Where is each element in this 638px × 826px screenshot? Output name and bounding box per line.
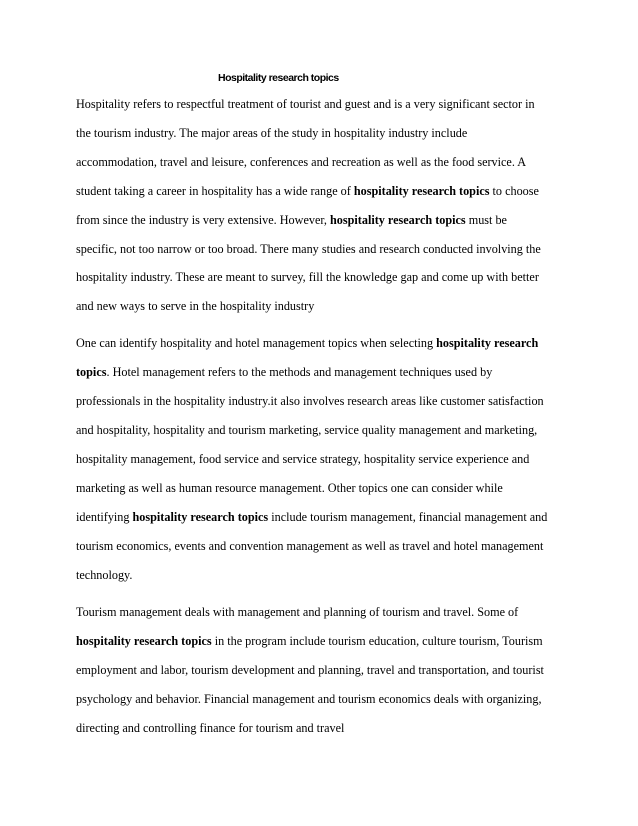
bold-keyphrase: hospitality research xyxy=(436,336,539,350)
text-line: directing and controlling finance for tourism and travel xyxy=(76,721,345,735)
text-line: and hospitality, hospitality and tourism marketing, service quality management and marketing, xyxy=(76,423,538,437)
text-line: employment and labor, tourism development and planning, travel and transportation, and tourist xyxy=(76,663,544,677)
text-line: hospitality industry. These are meant to survey, fill the knowledge gap and come up with better xyxy=(76,270,539,284)
text-line: the tourism industry. The major areas of the study in hospitality industry include xyxy=(76,126,468,140)
text-line: hospitality management, food service and service strategy, hospitality service experience and xyxy=(76,452,530,466)
text-line: hospitality research topics in the program include tourism education, culture tourism, Tourism xyxy=(76,634,543,648)
text-line: Hospitality refers to respectful treatment of tourist and guest and is a very significant sector in xyxy=(76,97,535,111)
text-line: Tourism management deals with management and planning of tourism and travel. Some of xyxy=(76,605,519,619)
bold-keyphrase: hospitality research topics xyxy=(353,184,490,198)
text-line: technology. xyxy=(76,568,133,582)
text-line: professionals in the hospitality industry.it also involves research areas like customer satisfaction xyxy=(76,394,544,408)
text-line: from since the industry is very extensive. However, hospitality research topics must be xyxy=(76,213,507,227)
text-line: tourism economics, events and convention management as well as travel and hotel management xyxy=(76,539,544,553)
bold-keyphrase: topics xyxy=(76,365,107,379)
bold-keyphrase: hospitality research topics xyxy=(76,634,212,648)
text-line: marketing as well as human resource management. Other topics one can consider while xyxy=(76,481,503,495)
text-line: accommodation, travel and leisure, conferences and recreation as well as the food service. A xyxy=(76,155,527,169)
text-line: student taking a career in hospitality has a wide range of hospitality research topics to choose xyxy=(76,184,539,198)
text-line: One can identify hospitality and hotel management topics when selecting hospitality research xyxy=(76,336,539,350)
text-line: and new ways to serve in the hospitality industry xyxy=(76,299,315,313)
page-title: Hospitality research topics xyxy=(218,72,339,84)
bold-keyphrase: hospitality research topics xyxy=(330,213,466,227)
text-line: identifying hospitality research topics include tourism management, financial management and xyxy=(76,510,548,524)
text-line: psychology and behavior. Financial management and tourism economics deals with organizing, xyxy=(76,692,542,706)
text-line: specific, not too narrow or too broad. There many studies and research conducted involving the xyxy=(76,242,541,256)
bold-keyphrase: hospitality research topics xyxy=(132,510,269,524)
text-line: topics. Hotel management refers to the methods and management techniques used by xyxy=(76,365,493,379)
